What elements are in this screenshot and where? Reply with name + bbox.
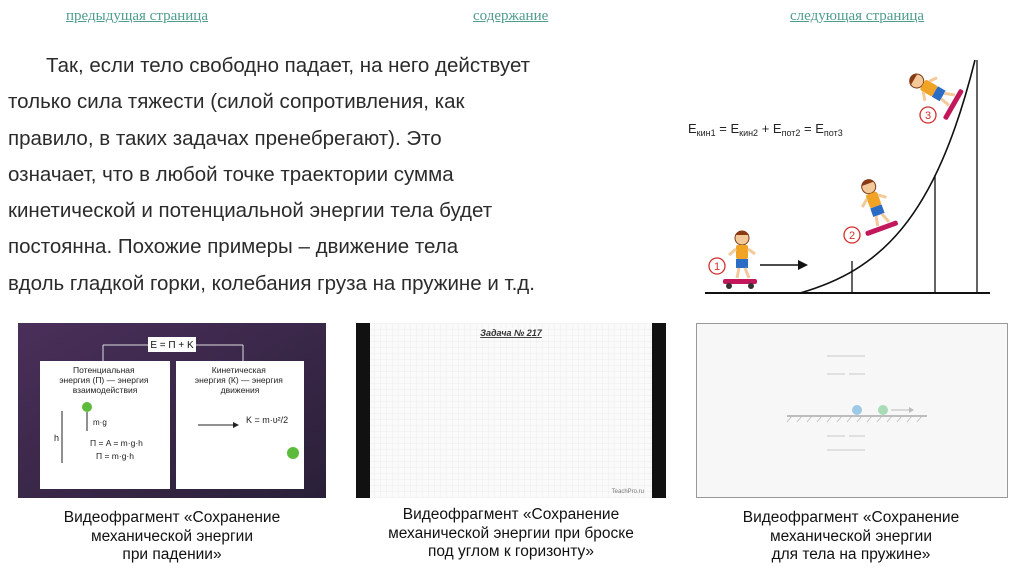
video-1-caption: Видеофрагмент «Сохранение механической энергии при падении» xyxy=(63,509,281,563)
paragraph-line: вдоль гладкой горки, колебания груза на пружине и т.д. xyxy=(8,271,535,295)
paragraph-line: только сила тяжести (силой сопротивления, как xyxy=(8,90,465,114)
video-thumbnail-2[interactable] xyxy=(356,323,666,498)
next-page-link[interactable]: следующая страница xyxy=(790,8,925,24)
svg-text:K = m·υ²/2: K = m·υ²/2 xyxy=(246,415,289,425)
ramp-diagram xyxy=(680,55,1000,305)
svg-text:П = m·g·h: П = m·g·h xyxy=(96,451,134,461)
position-marker-1 xyxy=(709,258,725,274)
svg-text:2: 2 xyxy=(848,230,856,242)
prev-page-link[interactable]: предыдущая страница xyxy=(66,8,208,24)
video-thumbnail-1[interactable] xyxy=(18,323,326,498)
video-3-caption: Видеофрагмент «Сохранение механической энергии для тела на пружине» xyxy=(742,509,960,563)
skater-1 xyxy=(723,231,757,289)
paragraph-line: постоянна. Похожие примеры – движение тела xyxy=(8,235,459,259)
video-1-left-heading: Потенциальная энергия (П) — энергия взаимодействия xyxy=(59,365,149,395)
svg-text:m·g: m·g xyxy=(93,418,107,427)
video-3-ball-1 xyxy=(852,405,862,415)
video-1-formula: E = П + K xyxy=(150,340,194,351)
video-2-title: Задача № 217 xyxy=(480,328,542,338)
video-1-right-heading: Кинетическая энергия (К) — энергия движения xyxy=(194,365,283,395)
video-1-frame xyxy=(18,323,326,498)
motion-arrow-head xyxy=(798,260,808,270)
video-3-frame xyxy=(697,324,1007,497)
main-paragraph xyxy=(8,48,688,302)
position-marker-2 xyxy=(844,227,860,243)
position-marker-3 xyxy=(920,107,936,123)
svg-text:П = A = m·g·h: П = A = m·g·h xyxy=(90,438,143,448)
skater-2 xyxy=(848,175,898,236)
video-2-frame xyxy=(356,323,666,498)
video-2-watermark: TeachPro.ru xyxy=(611,489,644,495)
paragraph-line: правило, в таких задачах пренебрегают). Это xyxy=(8,126,442,150)
svg-text:1: 1 xyxy=(713,261,721,273)
svg-text:h: h xyxy=(54,433,60,443)
energy-formula: $E_{кин1} = E_{кин2} + E_{пот2} = E_{пот3}$ xyxy=(688,121,843,138)
video-3-ball-2 xyxy=(878,405,888,415)
paragraph-line: означает, что в любой точке траектории сумма xyxy=(8,162,454,186)
video-2-caption: Видеофрагмент «Сохранение механической энергии при броске под углом к горизонту» xyxy=(388,506,634,560)
paragraph-line: Так, если тело свободно падает, на него действует xyxy=(46,54,531,77)
video-thumbnail-3[interactable] xyxy=(696,323,1008,498)
paragraph-line: кинетической и потенциальной энергии тела будет xyxy=(8,199,493,223)
svg-text:3: 3 xyxy=(924,110,932,122)
contents-link[interactable]: содержание xyxy=(473,8,549,24)
